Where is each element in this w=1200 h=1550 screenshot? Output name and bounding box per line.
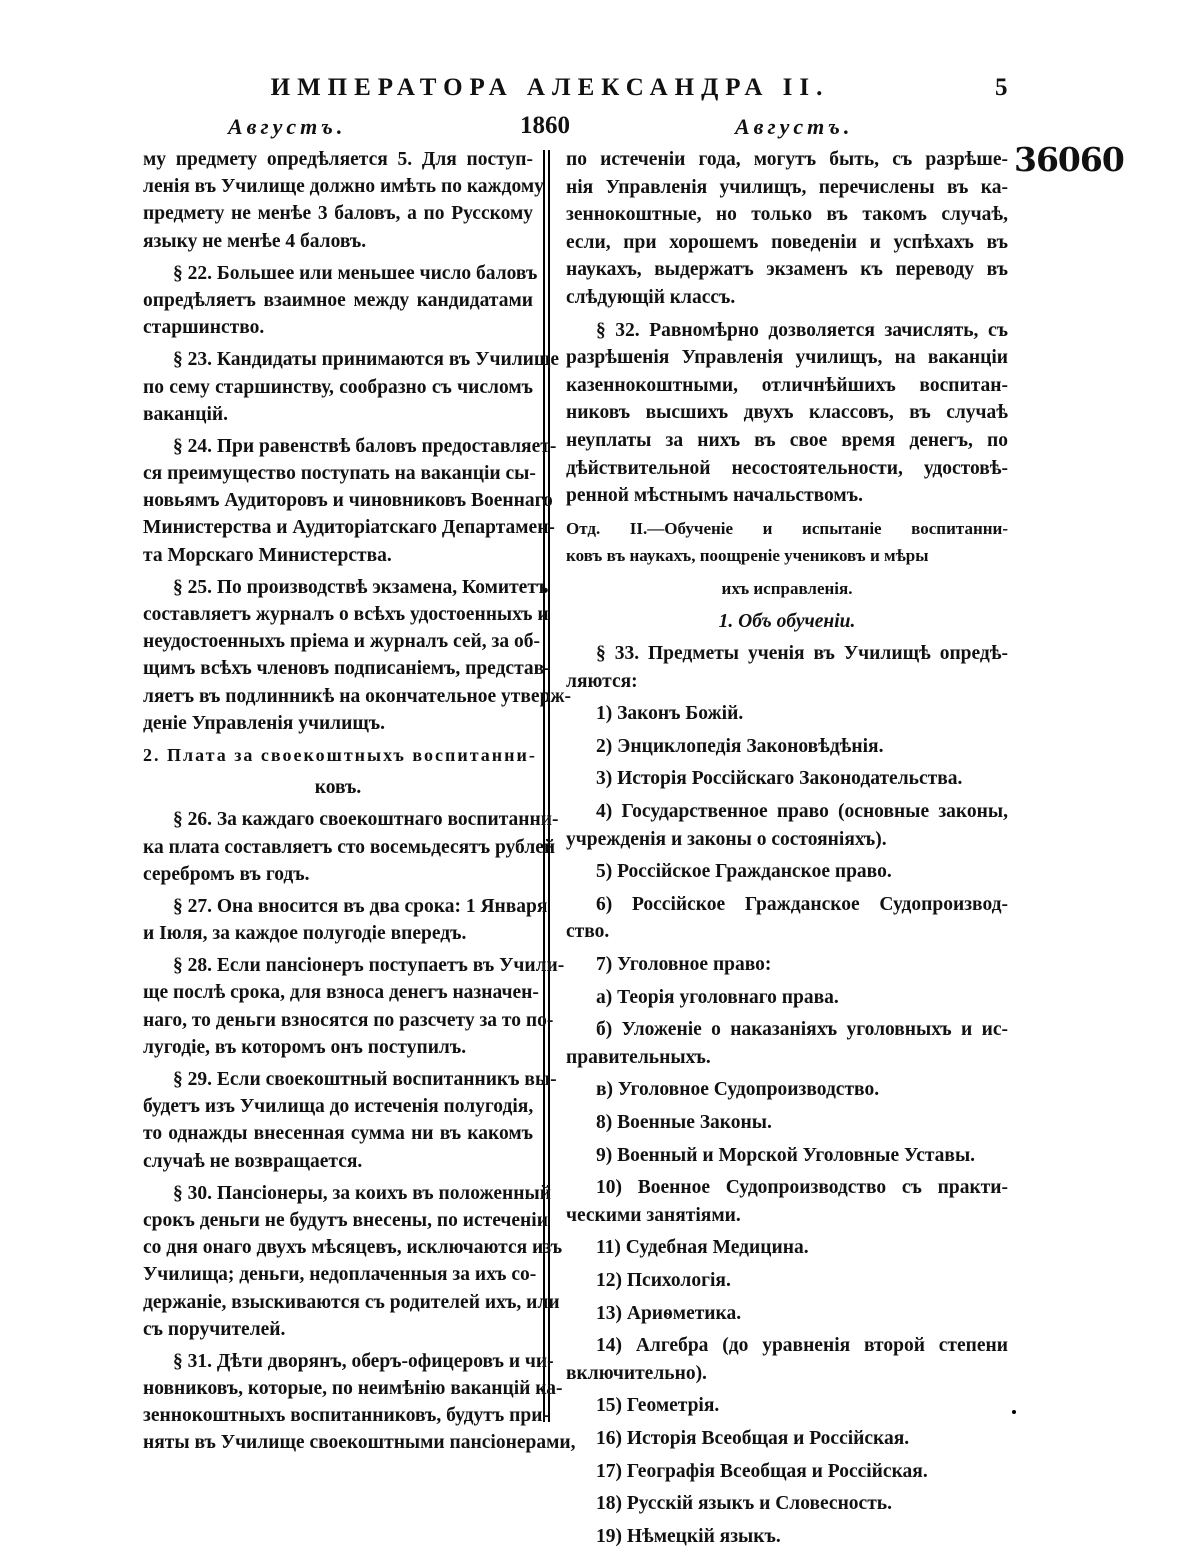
paragraph xyxy=(566,1458,1008,1486)
text-line: ка плата составляетъ сто восемьдесятъ рублей xyxy=(143,836,556,858)
text-line: съ поручителей. xyxy=(143,1318,286,1340)
text-line: ляетъ въ подлинникѣ на окончательное утверж- xyxy=(143,685,572,707)
year: 1860 xyxy=(520,112,570,139)
text-line: зеннокоштныхъ воспитанниковъ, будутъ при- xyxy=(143,1405,549,1427)
paragraph xyxy=(566,608,1008,636)
text-line: 14) Алгебра (до уравненія второй степени xyxy=(596,1335,1008,1357)
right-column xyxy=(566,146,1008,1550)
text-line: если, при хорошемъ поведеніи и успѣхахъ въ xyxy=(566,231,1008,253)
text-line: 16) Исторія Всеобщая и Россійская. xyxy=(596,1427,910,1449)
text-line: 3) Исторія Россійскаго Законодательства. xyxy=(596,768,963,790)
text-line: § 26. За каждаго своекоштнаго воспитанни- xyxy=(173,809,559,831)
text-line: ство. xyxy=(566,921,610,943)
text-line: 17) Географія Всеобщая и Россійская. xyxy=(596,1460,928,1482)
text-line: § 23. Кандидаты принимаются въ Училище xyxy=(173,349,559,371)
text-line: § 22. Большее или меньшее число баловъ xyxy=(173,262,538,284)
text-line: правительныхъ. xyxy=(566,1046,711,1068)
text-line: учрежденія и законы о состояніяхъ). xyxy=(566,828,887,850)
text-line: 4) Государственное право (основные законы, xyxy=(596,801,1008,823)
text-line: случаѣ не возвращается. xyxy=(143,1150,363,1172)
text-line: ихъ исправленія. xyxy=(721,578,853,598)
text-line: нія Управленія училищъ, перечислены въ ка- xyxy=(566,176,1008,198)
paragraph xyxy=(566,858,1008,886)
text-line: му предмету опредѣляется 5. Для поступ- xyxy=(143,149,533,170)
text-line: 1) Законъ Божій. xyxy=(596,703,744,725)
paragraph xyxy=(143,1066,557,1175)
text-line: § 33. Предметы ученія въ Училищѣ опредѣ- xyxy=(596,643,1008,665)
text-line: 7) Уголовное право: xyxy=(596,954,772,976)
text-line: опредѣляетъ взаимное между кандидатами xyxy=(143,289,533,311)
paragraph xyxy=(566,1174,1008,1229)
text-line: Министерства и Аудиторіатскаго Департамен- xyxy=(143,517,555,539)
paragraph xyxy=(143,433,557,569)
text-line: в) Уголовное Судопроизводство. xyxy=(596,1079,880,1101)
paragraph xyxy=(143,893,548,947)
text-line: ковъ въ наукахъ, поощреніе учениковъ и мѣры xyxy=(566,546,929,566)
text-line: со дня онаго двухъ мѣсяцевъ, исключаются изъ xyxy=(143,1237,563,1259)
paragraph xyxy=(566,1490,1008,1518)
left-column xyxy=(143,146,576,1457)
text-line: казеннокоштными, отличнѣйшихъ воспитан- xyxy=(566,374,1008,396)
month-right: Августъ. xyxy=(735,114,854,139)
text-line: деніе Управленія училищъ. xyxy=(143,712,386,734)
text-line: 6) Россійское Гражданское Судопроизвод- xyxy=(596,893,1008,915)
paragraph xyxy=(143,774,533,801)
text-line: срокъ деньги не будутъ внесены, по истеченіи xyxy=(143,1209,548,1231)
text-line: неудостоенныхъ пріема и журналъ сей, за об- xyxy=(143,631,540,653)
paragraph xyxy=(566,1392,1008,1420)
text-line: ся преимущество поступать на ваканціи сы- xyxy=(143,463,536,485)
text-line: ленія въ Училище должно имѣть по каждому xyxy=(143,176,544,198)
text-line: серебромъ въ годъ. xyxy=(143,863,310,885)
text-line: § 31. Дѣти дворянъ, оберъ-офицеровъ и чи- xyxy=(173,1350,554,1372)
paragraph xyxy=(566,1016,1008,1071)
text-line: а) Теорія уголовнаго права. xyxy=(596,986,839,1008)
text-line: разрѣшенія Управленія училищъ, на ваканціи xyxy=(566,347,1008,369)
text-line: лугодіе, въ которомъ онъ поступилъ. xyxy=(143,1036,467,1058)
paragraph xyxy=(566,1300,1008,1328)
paragraph xyxy=(566,1076,1008,1104)
text-line: няты въ Училище своекоштными пансіонерами, xyxy=(143,1432,576,1454)
document-number: 36060 xyxy=(1014,140,1124,179)
text-line: 1. Объ обученіи. xyxy=(718,610,856,632)
text-line: 10) Военное Судопроизводство съ практи- xyxy=(596,1177,1008,1199)
text-line: зеннокоштные, но только въ такомъ случаѣ, xyxy=(566,204,1008,226)
paragraph xyxy=(566,984,1008,1012)
text-line: будетъ изъ Училища до истеченія полугодія, xyxy=(143,1096,534,1118)
paragraph xyxy=(143,574,572,737)
paragraph xyxy=(566,951,1008,979)
text-line: неуплаты за нихъ въ свое время денегъ, по xyxy=(566,429,1008,451)
text-line: ваканцій. xyxy=(143,403,228,425)
text-line: 2) Энциклопедія Законовѣдѣнія. xyxy=(596,735,884,757)
paragraph xyxy=(143,346,559,428)
paragraph xyxy=(566,798,1008,853)
text-line: 9) Военный и Морской Уголовные Уставы. xyxy=(596,1144,976,1166)
text-line: предмету не менѣе 3 баловъ, а по Русскому xyxy=(143,203,533,225)
text-line: никовъ высшихъ двухъ классовъ, въ случаѣ xyxy=(566,402,1008,424)
text-line: держаніе, взыскиваются съ родителей ихъ, или xyxy=(143,1291,560,1313)
text-line: языку не менѣе 4 баловъ. xyxy=(143,230,367,252)
running-title: ИМПЕРАТОРА АЛЕКСАНДРА II. xyxy=(270,74,830,101)
text-line: слѣдующій классъ. xyxy=(566,286,736,308)
text-line: Училища; деньги, недоплаченныя за ихъ со- xyxy=(143,1264,537,1286)
text-line: 12) Психологія. xyxy=(596,1269,731,1291)
text-line: ренной мѣстнымъ начальствомъ. xyxy=(566,485,863,507)
text-line: та Морскаго Министерства. xyxy=(143,544,392,566)
page-number: 5 xyxy=(995,74,1008,101)
text-line: 15) Геометрія. xyxy=(596,1395,720,1417)
text-line: старшинство. xyxy=(143,317,265,339)
paragraph xyxy=(566,1109,1008,1137)
text-line: § 27. Она вносится въ два срока: 1 Января xyxy=(173,895,548,917)
paragraph xyxy=(143,742,537,769)
paragraph xyxy=(143,952,565,1061)
text-line: ческими занятіями. xyxy=(566,1204,741,1226)
text-line: по истеченіи года, могутъ быть, съ разрѣше- xyxy=(566,149,1008,170)
text-line: § 28. Если пансіонеръ поступаетъ въ Учили- xyxy=(173,955,565,977)
paragraph xyxy=(566,1332,1008,1387)
paragraph xyxy=(566,575,1008,603)
text-line: 19) Нѣмецкій языкъ. xyxy=(596,1525,781,1547)
paragraph xyxy=(566,1267,1008,1295)
paragraph xyxy=(566,765,1008,793)
text-line: и Іюля, за каждое полугодіе впередъ. xyxy=(143,923,467,945)
print-mark xyxy=(1012,1410,1016,1414)
text-line: 5) Россійское Гражданское право. xyxy=(596,861,892,883)
text-line: новниковъ, которые, по неимѣнію ваканцій ка- xyxy=(143,1378,563,1400)
paragraph xyxy=(566,515,1008,570)
paragraph xyxy=(143,146,544,255)
text-line: составляетъ журналъ о всѣхъ удостоенныхъ и xyxy=(143,604,549,625)
text-line: 18) Русскій языкъ и Словесность. xyxy=(596,1493,892,1515)
paragraph xyxy=(143,806,559,888)
text-line: 8) Военные Законы. xyxy=(596,1112,772,1133)
text-line: щимъ всѣхъ членовъ подписаніемъ, представ- xyxy=(143,658,551,680)
text-line: Отд. II.—Обученіе и испытаніе воспитанни- xyxy=(566,518,1008,538)
paragraph xyxy=(566,640,1008,695)
paragraph xyxy=(566,891,1008,946)
text-line: § 25. По производствѣ экзамена, Комитетъ xyxy=(173,576,549,598)
paragraph xyxy=(566,1425,1008,1453)
text-line: ляются: xyxy=(566,670,638,692)
paragraph xyxy=(566,1142,1008,1170)
paragraph xyxy=(566,146,1008,312)
text-line: § 30. Пансіонеры, за коихъ въ положенный xyxy=(173,1182,551,1204)
text-line: § 29. Если своекоштный воспитанникъ вы- xyxy=(173,1069,557,1090)
paragraph xyxy=(143,260,538,342)
month-left: Августъ. xyxy=(228,114,347,139)
paragraph xyxy=(566,1523,1008,1550)
paragraph xyxy=(566,700,1008,728)
text-line: по сему старшинству, сообразно съ числомъ xyxy=(143,376,533,398)
paragraph xyxy=(566,1234,1008,1262)
text-line: то однажды внесенная сумма ни въ какомъ xyxy=(143,1123,533,1145)
text-line: 11) Судебная Медицина. xyxy=(596,1237,809,1259)
text-line: включительно). xyxy=(566,1362,707,1384)
text-line: ковъ. xyxy=(314,777,362,799)
text-line: 13) Ариѳметика. xyxy=(596,1302,742,1324)
paragraph xyxy=(566,317,1008,510)
text-line: наго, то деньги взносятся по разсчету за то по- xyxy=(143,1009,554,1031)
text-line: наукахъ, выдержатъ экзаменъ къ переводу въ xyxy=(566,259,1008,281)
text-line: б) Уложеніе о наказаніяхъ уголовныхъ и ис- xyxy=(596,1019,1008,1041)
paragraph xyxy=(143,1348,576,1457)
text-line: § 32. Равномѣрно дозволяется зачислять, съ xyxy=(596,319,1008,341)
paragraph xyxy=(143,1180,563,1343)
column-divider xyxy=(543,150,550,1422)
text-line: новьямъ Аудиторовъ и чиновниковъ Военнаго xyxy=(143,490,553,512)
paragraph xyxy=(566,733,1008,761)
text-line: 2. Плата за своекоштныхъ воспитанни- xyxy=(143,744,537,765)
text-line: дѣйствительной несостоятельности, удостовѣ- xyxy=(566,457,1008,479)
text-line: ще послѣ срока, для взноса денегъ назначен- xyxy=(143,982,539,1004)
text-line: § 24. При равенствѣ баловъ предоставляет- xyxy=(173,435,557,457)
